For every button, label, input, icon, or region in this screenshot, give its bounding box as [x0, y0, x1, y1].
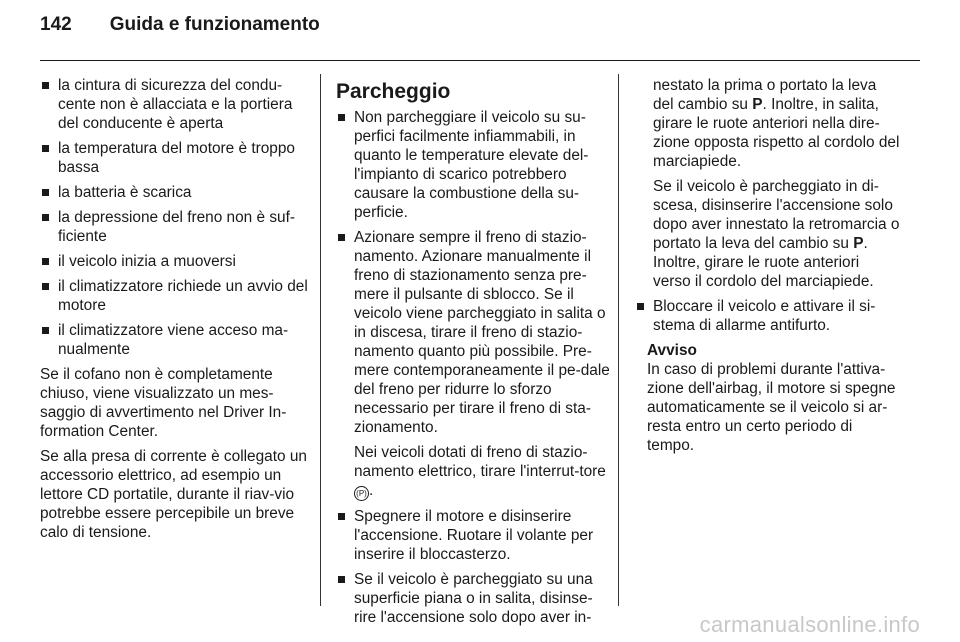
page-header — [40, 14, 320, 48]
list-item: la depressione del freno non è suf-ficiente — [40, 208, 312, 246]
list-item: il veicolo inizia a muoversi — [40, 252, 312, 271]
bullet-icon — [42, 82, 49, 89]
column-2 — [336, 80, 610, 633]
watermark: carmanualsonline.info — [699, 612, 920, 637]
bullet-icon — [338, 576, 345, 583]
list-item: Non parcheggiare il veicolo su su-perfici facilmente infiammabili, in quanto le temperature elevate del-l'impianto di scarico potrebbero causare la combustione della su-perficie. — [336, 108, 610, 222]
list-item: Azionare sempre il freno di stazio-namento. Azionare manualmente il freno di stazionamento senza pre-mere il pulsante di sblocco. Se il veicolo viene parcheggiato in salita o in discesa, tirare il freno di stazio-namento quanto più possibile. Pre-mere contemporaneamente il pe-dale del freno per ridurre lo sforzo necessario per tirare il freno di sta-zionamento. Nei veicoli dotati di freno di stazio-namento elettrico, tirare l'interrut-tore (P) . — [336, 228, 610, 501]
list-item: la batteria è scarica — [40, 183, 312, 202]
bullet-icon — [42, 189, 49, 196]
header-divider — [40, 60, 920, 61]
column-3 — [635, 76, 901, 455]
gear-p-label: P — [752, 96, 763, 113]
bullet-icon — [42, 258, 49, 265]
bullet-icon — [42, 283, 49, 290]
column-divider-2 — [618, 74, 619, 606]
list-item: la temperatura del motore è troppo bassa — [40, 139, 312, 177]
column-divider-1 — [320, 74, 321, 606]
warning-conditions-list — [40, 76, 312, 359]
page-number: 142 — [40, 14, 72, 35]
continued-paragraph: nestato la prima o portato la leva del cambio su P. Inoltre, in salita, girare le ruote anteriori nella dire-zione opposta rispetto al cordolo del marciapiede. — [653, 77, 900, 170]
electric-brake-note: Nei veicoli dotati di freno di stazio-namento elettrico, tirare l'interrut-tore (P) . — [354, 444, 606, 499]
bullet-icon — [338, 114, 345, 121]
parking-brake-icon: (P) — [354, 486, 369, 501]
parking-list-continued — [635, 297, 901, 335]
list-item: Se il veicolo è parcheggiato su una superficie piana o in salita, disinse-rire l'accensione solo dopo aver in- — [336, 570, 610, 627]
note-title: Avviso — [647, 342, 697, 359]
column-1 — [40, 76, 312, 548]
section-heading-parcheggio: Parcheggio — [336, 80, 451, 103]
note-body: In caso di problemi durante l'attiva-zione dell'airbag, il motore si spegne automaticamente se il veicolo si ar-resta entro un certo periodo di tempo. — [647, 361, 896, 454]
bullet-icon — [42, 214, 49, 221]
bullet-icon — [42, 327, 49, 334]
list-item: Spegnere il motore e disinserire l'accensione. Ruotare il volante per inserire il bloccasterzo. — [336, 507, 610, 564]
list-item: Bloccare il veicolo e attivare il si-stema di allarme antifurto. — [635, 297, 901, 335]
list-item: il climatizzatore viene acceso ma-nualmente — [40, 321, 312, 359]
downhill-paragraph: Se il veicolo è parcheggiato in di-scesa, disinserire l'accensione solo dopo aver innestato la retromarcia o portato la leva del cambio su P. Inoltre, girare le ruote anteriori verso il cordolo del marciapiede. — [653, 178, 900, 290]
chapter-title: Guida e funzionamento — [109, 14, 320, 35]
list-item: il climatizzatore richiede un avvio del motore — [40, 277, 312, 315]
bullet-icon — [42, 145, 49, 152]
bullet-icon — [338, 513, 345, 520]
list-item: la cintura di sicurezza del condu-cente non è allacciata e la portiera del conducente è aperta — [40, 76, 312, 133]
bullet-icon — [338, 234, 345, 241]
parking-list — [336, 108, 610, 627]
gear-p-label: P — [853, 235, 864, 252]
voltage-paragraph: Se alla presa di corrente è collegato un accessorio elettrico, ad esempio un lettore CD portatile, durante il riav-vio potrebbe essere percepibile un breve calo di tensione. — [40, 448, 307, 541]
bullet-icon — [637, 303, 644, 310]
hood-paragraph: Se il cofano non è completamente chiuso, viene visualizzato un mes-saggio di avvertimento nel Driver In-formation Center. — [40, 366, 287, 440]
